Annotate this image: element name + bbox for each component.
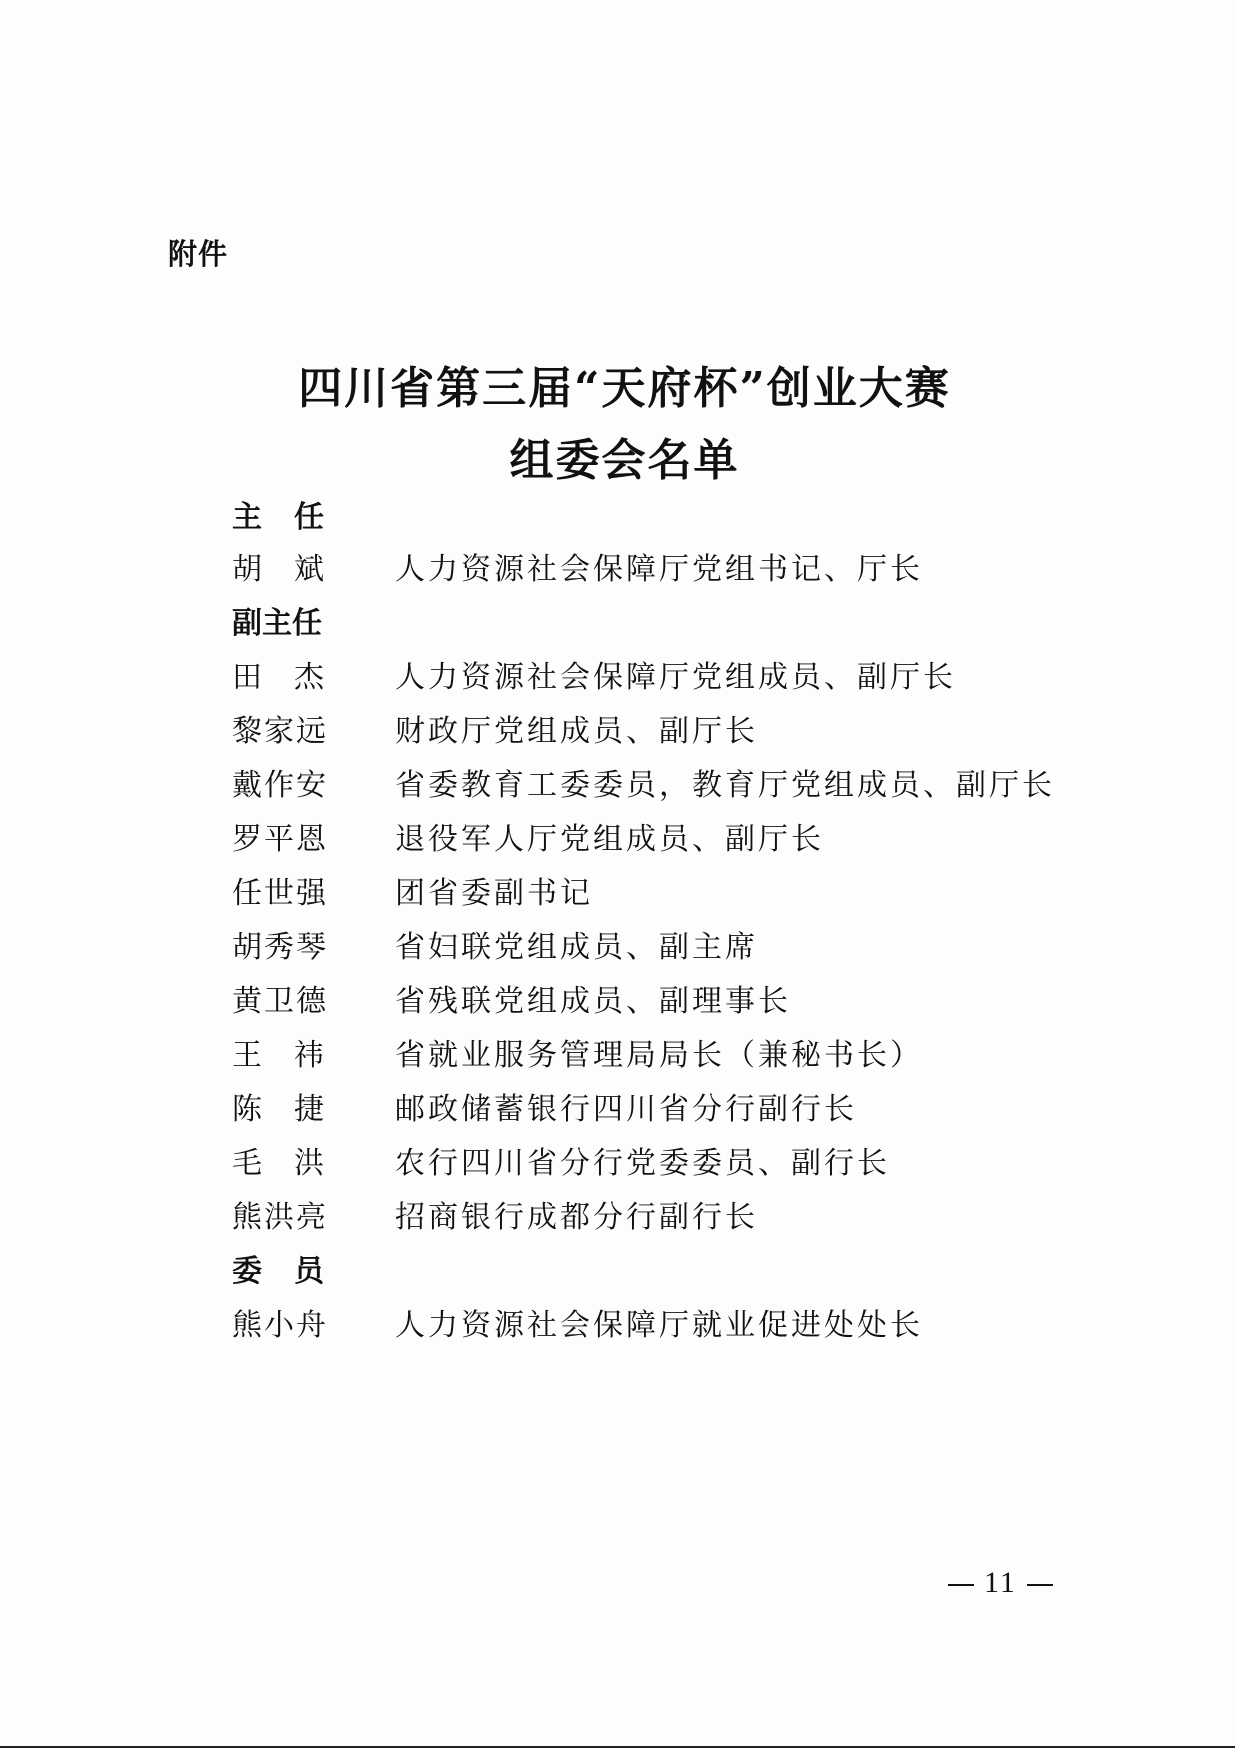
member-name: 罗平恩 — [232, 822, 328, 857]
member-position: 省就业服务管理局局长（兼秘书长） — [395, 1038, 923, 1073]
roster-row — [232, 712, 1092, 752]
member-name: 王祎 — [232, 1038, 356, 1073]
member-name: 黄卫德 — [232, 984, 328, 1019]
member-name: 黎家远 — [232, 714, 328, 749]
document-title-line-1: 四川省第三届“天府杯”创业大赛 — [298, 363, 951, 414]
roster-row — [232, 1036, 1092, 1076]
member-name: 陈捷 — [232, 1092, 356, 1127]
section-heading-members: 委员 — [232, 1254, 356, 1289]
attachment-label: 附件 — [168, 237, 229, 271]
roster-row — [232, 820, 1092, 860]
document-title-line-2: 组委会名单 — [509, 435, 740, 486]
roster-row — [232, 1198, 1092, 1238]
page-dash-right — [1027, 1584, 1053, 1586]
member-position: 省委教育工委委员，教育厅党组成员、副厅长 — [395, 768, 1055, 803]
member-position: 招商银行成都分行副行长 — [395, 1200, 758, 1235]
roster-row — [232, 766, 1092, 806]
member-name: 田杰 — [232, 660, 356, 695]
member-name: 胡斌 — [232, 552, 356, 587]
member-position: 省残联党组成员、副理事长 — [395, 984, 791, 1019]
roster-row — [232, 1090, 1092, 1130]
roster-row — [232, 1144, 1092, 1184]
section-heading-deputy-director: 副主任 — [232, 606, 322, 641]
member-position: 邮政储蓄银行四川省分行副行长 — [395, 1092, 857, 1127]
page-number: 11 — [984, 1566, 1017, 1599]
member-name: 熊洪亮 — [232, 1200, 328, 1235]
member-name: 毛洪 — [232, 1146, 356, 1181]
section-heading-director: 主任 — [232, 500, 356, 535]
member-name: 熊小舟 — [232, 1308, 328, 1343]
member-position: 财政厅党组成员、副厅长 — [395, 714, 758, 749]
member-position: 人力资源社会保障厅党组书记、厅长 — [395, 552, 923, 587]
member-position: 省妇联党组成员、副主席 — [395, 930, 758, 965]
roster-row — [232, 982, 1092, 1022]
member-name: 戴作安 — [232, 768, 328, 803]
roster-row — [232, 550, 1092, 590]
roster-row — [232, 658, 1092, 698]
member-name: 胡秀琴 — [232, 930, 328, 965]
member-position: 人力资源社会保障厅就业促进处处长 — [395, 1308, 923, 1343]
roster-row — [232, 928, 1092, 968]
member-name: 任世强 — [232, 876, 328, 911]
member-position: 退役军人厅党组成员、副厅长 — [395, 822, 824, 857]
member-position: 团省委副书记 — [395, 876, 593, 911]
member-position: 人力资源社会保障厅党组成员、副厅长 — [395, 660, 956, 695]
page-number-footer — [938, 1566, 1063, 1600]
page-dash-left — [948, 1584, 974, 1586]
roster-row — [232, 1306, 1092, 1346]
roster-row — [232, 874, 1092, 914]
member-position: 农行四川省分行党委委员、副行长 — [395, 1146, 890, 1181]
